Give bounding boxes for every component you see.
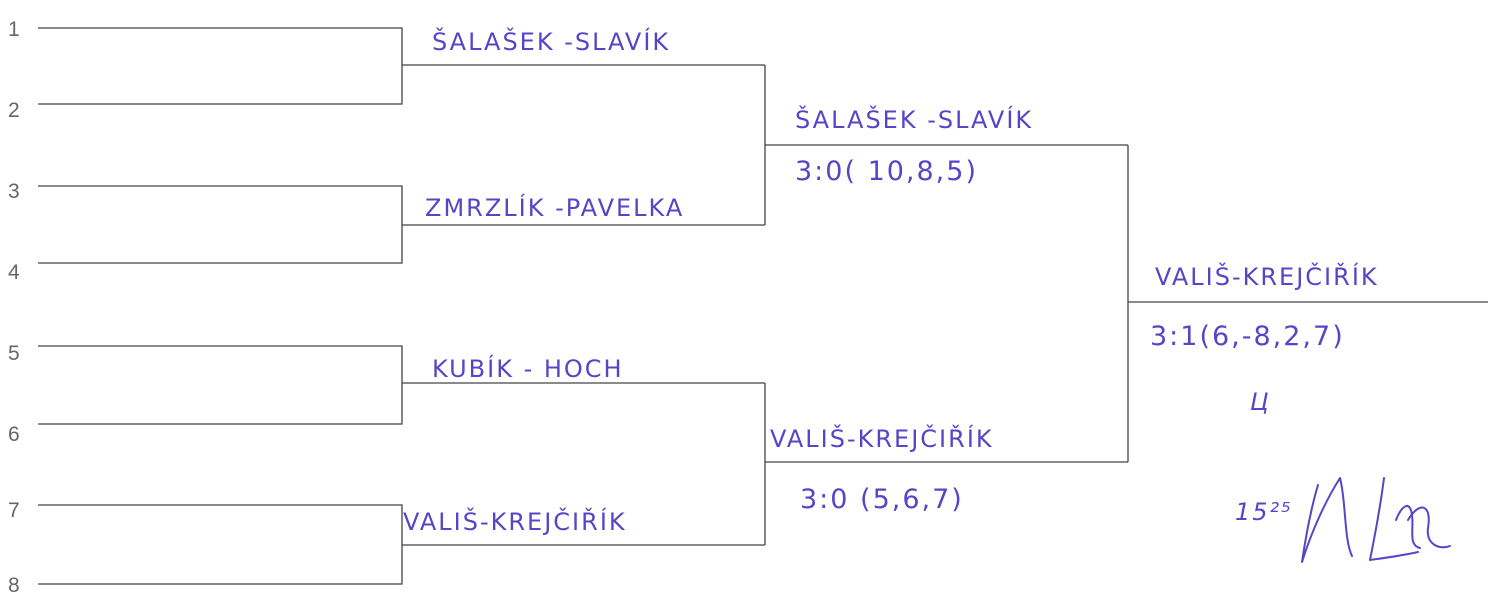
final-score: 3:1(6,-8,2,7) <box>1150 321 1345 352</box>
semifinal-entries <box>770 104 1033 515</box>
bracket-lines-final <box>1128 145 1488 462</box>
semifinal-score-2: 3:0 (5,6,7) <box>800 484 964 515</box>
annotations <box>1235 388 1450 562</box>
seed-numbers <box>8 18 20 597</box>
referee-initials: Ц <box>1250 388 1271 416</box>
seed-number-1: 1 <box>8 18 20 41</box>
round1-pair-3: KUBÍK - HOCH <box>432 355 624 383</box>
seed-number-8: 8 <box>8 574 20 597</box>
final-bracket-line <box>1128 145 1488 462</box>
finish-time: 15²⁵ <box>1235 498 1293 526</box>
round1-pair-1: ŠALAŠEK -SLAVÍK <box>432 28 671 56</box>
final-pair: VALIŠ-KREJČIŘÍK <box>1155 263 1379 291</box>
seed-number-2: 2 <box>8 99 20 122</box>
bracket-lines-semifinal <box>765 65 1128 545</box>
seed-number-3: 3 <box>8 180 20 203</box>
match-4-bracket-line <box>38 505 765 584</box>
match-3-bracket-line <box>38 346 765 424</box>
semifinal-score-1: 3:0( 10,8,5) <box>795 156 978 187</box>
semifinal-pair-2: VALIŠ-KREJČIŘÍK <box>770 425 994 453</box>
semifinal-pair-1: ŠALAŠEK -SLAVÍK <box>795 106 1034 134</box>
seed-number-5: 5 <box>8 342 20 365</box>
final-entry <box>1150 261 1379 352</box>
semifinal-1-bracket-line <box>765 65 1128 225</box>
round1-entries <box>403 26 684 536</box>
semifinal-2-bracket-line <box>765 383 1128 545</box>
round1-pair-4: VALIŠ-KREJČIŘÍK <box>403 508 627 536</box>
bracket-lines-round1 <box>38 28 765 584</box>
signature <box>1302 478 1450 562</box>
seed-number-4: 4 <box>8 261 20 284</box>
seed-number-6: 6 <box>8 423 20 446</box>
seed-number-7: 7 <box>8 499 20 522</box>
round1-pair-2: ZMRZLÍK -PAVELKA <box>425 194 685 222</box>
